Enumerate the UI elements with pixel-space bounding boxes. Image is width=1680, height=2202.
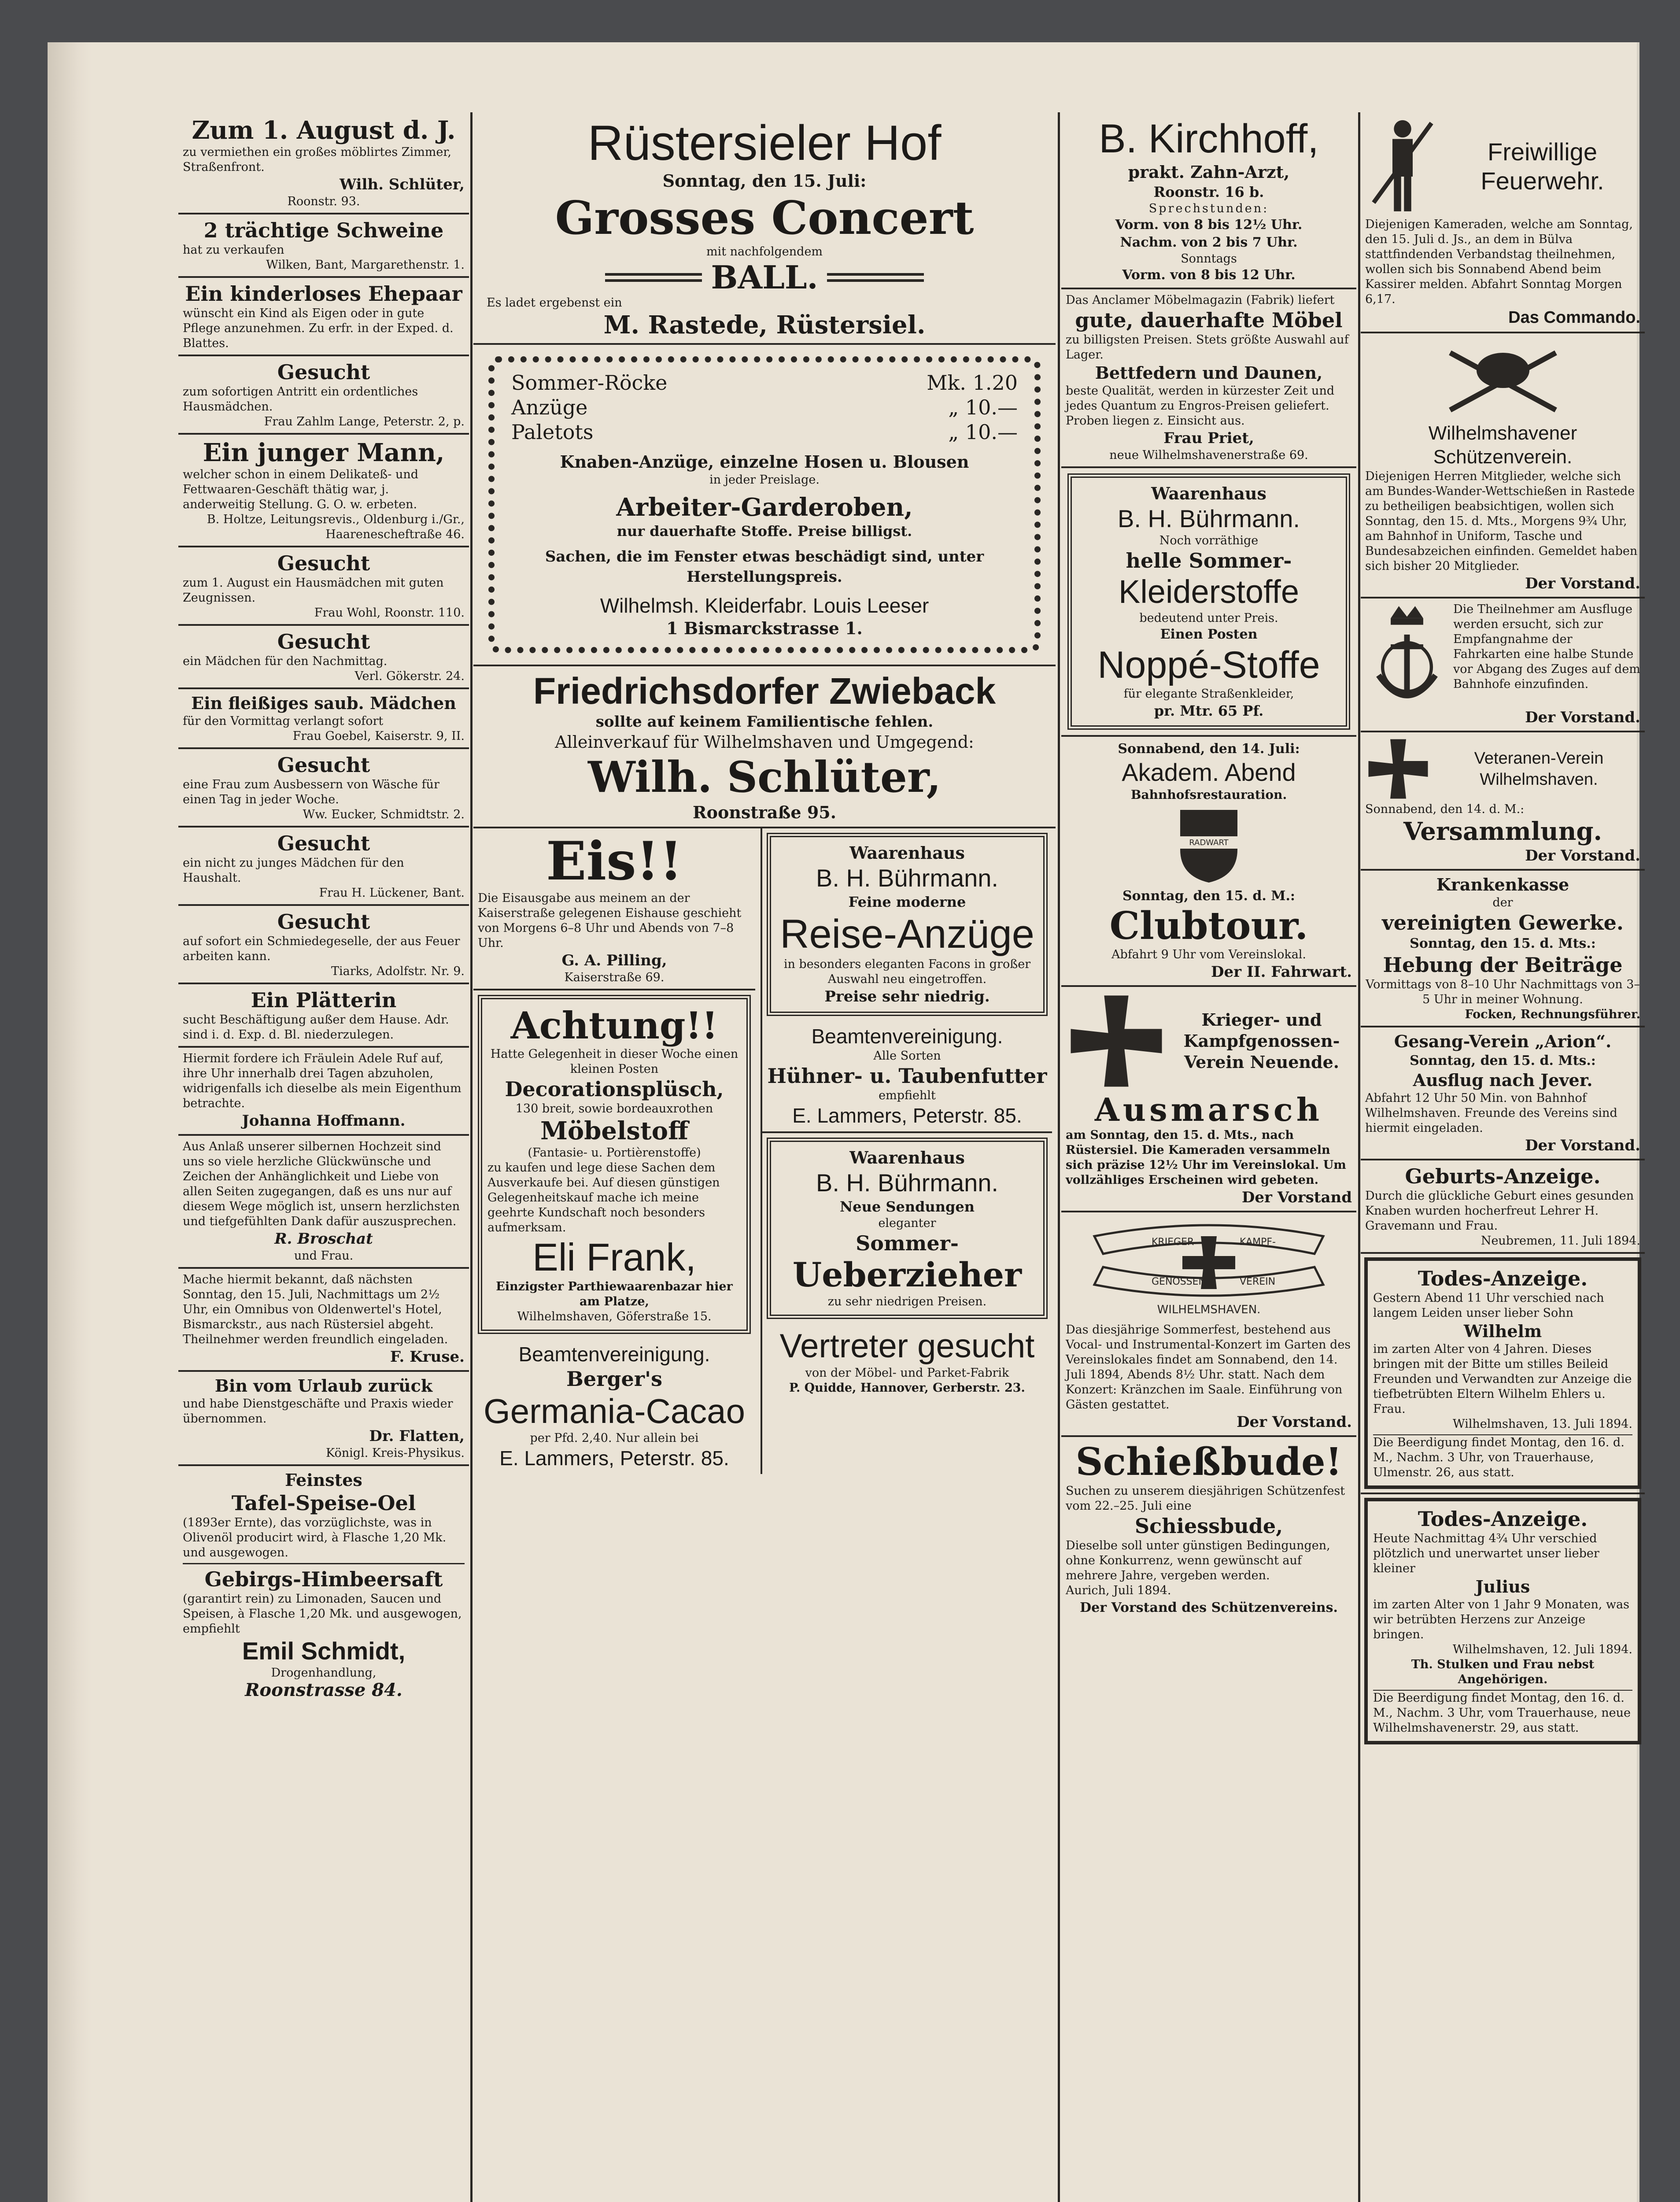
ad-signature: Das Commando. — [1508, 308, 1640, 327]
column-4 — [1361, 112, 1645, 2202]
ad-ruestersieler-hof — [473, 112, 1056, 345]
ad-wanted-maid — [178, 356, 469, 435]
ad-marineverein — [1361, 599, 1645, 732]
ad-line: Vorm. von 8 bis 12½ Uhr. — [1115, 217, 1303, 233]
ad-body: (1893er Ernte), das vorzüglichste, was in Olivenöl producirt wird, à Flasche 1,20 Mk. und ausgewogen. — [183, 1516, 447, 1559]
ad-line: 130 breit, sowie bordeauxrothen — [515, 1102, 713, 1116]
ad-signature: Frau Wohl, Roonstr. 110. — [314, 606, 465, 620]
ad-line: nur dauerhafte Stoffe. Preise billigst. — [617, 523, 912, 539]
ad-signature: Der Vorstand. — [1237, 1413, 1352, 1431]
column-1 — [178, 112, 469, 2202]
ad-signature: Der Vorstand. — [1525, 709, 1640, 726]
ad-line: Nachm. von 2 bis 7 Uhr. — [1120, 235, 1298, 250]
ad-signature: Der II. Fahrwart. — [1211, 963, 1352, 981]
ad-line: Sommer- — [856, 1231, 959, 1255]
ad-title: Schießbude! — [1075, 1440, 1342, 1484]
ad-line: Decorationsplüsch, — [505, 1077, 724, 1101]
ad-title: 2 trächtige Schweine — [203, 218, 444, 242]
ad-line: Hühner- u. Taubenfutter — [767, 1064, 1047, 1088]
ad-body: im zarten Alter von 1 Jahr 9 Monaten, was wir betrübten Herzens zur Anzeige bringen. — [1373, 1598, 1629, 1641]
ad-kirchhoff — [1061, 112, 1356, 289]
ad-address: Roonstraße 95. — [693, 802, 836, 822]
ad-wanted-washer — [178, 749, 469, 828]
ad-wanted-girl — [178, 626, 469, 689]
ad-room-rent — [178, 112, 469, 214]
ad-omnibus — [178, 1269, 469, 1372]
ad-title: Veteranen-Verein Wilhelmshaven. — [1474, 749, 1604, 789]
ad-signature: M. Rastede, Rüstersiel. — [603, 310, 926, 340]
price-row — [502, 395, 1026, 420]
ad-wanted-housemaid — [178, 547, 469, 626]
ribbon-text: KAMPF- — [1240, 1237, 1276, 1248]
ad-subtitle: mit nachfolgendem — [706, 245, 823, 259]
ad-line: Arbeiter-Garderoben, — [616, 493, 913, 522]
ad-title: Gesucht — [277, 360, 370, 384]
ribbon-text: GENOSSEN- — [1152, 1276, 1209, 1287]
ad-line: Abfahrt 9 Uhr vom Vereinslokal. — [1111, 948, 1307, 961]
ad-title: B. Kirchhoff, — [1099, 116, 1319, 161]
ad-sub: Bahnhofsrestauration. — [1130, 787, 1287, 802]
ad-line: Vorm. von 8 bis 12 Uhr. — [1122, 267, 1296, 283]
ad-address: neue Wilhelmshavenerstraße 69. — [1109, 448, 1308, 462]
ad-invite: Es ladet ergebenst ein — [487, 296, 622, 310]
ad-louis-leeser — [473, 345, 1056, 666]
ad-line: (Fantasie- u. Portièrenstoffe) — [528, 1146, 701, 1160]
ad-signature: Der Vorstand. — [1525, 1137, 1640, 1154]
ad-body: ein Mädchen für den Nachmittag. — [183, 654, 388, 668]
ad-grid-right — [761, 828, 1052, 1474]
ad-title: Ein junger Mann, — [203, 438, 445, 467]
ad-grid-left — [473, 828, 755, 1474]
ad-line: Noppé-Stoffe — [1097, 644, 1320, 686]
ad-signature: Focken, Rechnungsführer. — [1465, 1008, 1640, 1021]
ad-line: Roonstr. 16 b. — [1153, 184, 1264, 200]
price-item: Paletots — [511, 420, 594, 444]
ad-title: Rüstersieler Hof — [587, 115, 942, 170]
ad-signature: Der Vorstand. — [1525, 847, 1640, 865]
ad-signature: G. A. Pilling, — [561, 952, 667, 969]
ad-signature: F. Kruse. — [390, 1348, 465, 1366]
ad-kampfgenossen — [1061, 1212, 1356, 1437]
ad-eis — [473, 828, 755, 990]
ad-body: hat zu verkaufen — [183, 243, 284, 257]
club-shield-icon — [1176, 805, 1242, 885]
ad-signature: P. Quidde, Hannover, Gerberstr. 23. — [789, 1381, 1025, 1395]
ad-line: Möbelstoff — [540, 1116, 689, 1145]
ad-title: Schiessbude, — [1134, 1514, 1283, 1538]
ad-body: Abfahrt 12 Uhr 50 Min. von Bahnhof Wilhelmshaven. Freunde des Vereins sind hiermit eingeladen. — [1365, 1091, 1617, 1135]
ad-body: eine Frau zum Ausbessern von Wäsche für einen Tag in jeder Woche. — [183, 778, 439, 806]
ad-line: Berger's — [566, 1367, 663, 1391]
ad-signature: Frau Goebel, Kaiserstr. 9, II. — [292, 729, 465, 743]
ad-title: Ein kinderloses Ehepaar — [185, 282, 462, 306]
ad-title: Versammlung. — [1403, 817, 1602, 846]
ad-date: Neubremen, 11. Juli 1894. — [1481, 1234, 1640, 1248]
ad-geburt — [1361, 1160, 1645, 1254]
ad-signature: Johanna Hoffmann. — [242, 1112, 406, 1130]
ad-schmidt-drogerie — [178, 1466, 469, 1703]
ad-diligent-girl — [178, 689, 469, 749]
ad-schiessbude — [1061, 1437, 1356, 1621]
ad-title: Wilhelmshavener Schützenverein. — [1428, 422, 1577, 468]
ad-title: Waarenhaus — [1151, 484, 1266, 503]
ad-body: Die Theilnehmer am Ausfluge werden ersucht, sich zur Empfangnahme der Fahrkarten eine halbe Stunde vor Abgang des Zuges auf dem Bahnhofe einzufinden. — [1453, 602, 1640, 691]
ad-body: Mache hiermit bekannt, daß nächsten Sonntag, den 15. Juli, Nachmittags um 2½ Uhr, ein Omnibus von Oldenwertel's Hotel, Bismarckstr., aus nach Rüstersiel abgeht. Theilnehmer werden freundlich eingeladen. — [183, 1273, 448, 1346]
ad-name: Julius — [1475, 1577, 1530, 1596]
ad-body: (garantirt rein) zu Limonaden, Saucen und Speisen, à Flasche 1,20 Mk. und ausgewogen, empfiehlt — [183, 1592, 462, 1636]
ad-date: Sonnabend, den 14. d. M.: — [1365, 802, 1525, 816]
ad-title: Ein fleißiges saub. Mädchen — [191, 693, 456, 713]
ad-title: Bin vom Urlaub zurück — [214, 1376, 433, 1396]
ad-eli-frank — [478, 995, 751, 1334]
ad-title: Waarenhaus — [849, 1148, 965, 1168]
ad-body: zum sofortigen Antritt ein ordentliches Hausmädchen. — [183, 385, 418, 414]
ad-kriegerverein — [1061, 987, 1356, 1212]
ad-todes-2 — [1361, 1494, 1645, 1748]
ad-line: pr. Mtr. 65 Pf. — [1154, 702, 1264, 719]
ad-signature-sub: Drogenhandlung, — [271, 1666, 377, 1680]
price-value: „ 10.— — [948, 395, 1018, 419]
ad-title: Ausmarsch — [1094, 1091, 1323, 1128]
ad-signature-sub: und Frau. — [294, 1249, 354, 1263]
column-rule — [1358, 112, 1360, 2202]
ad-body: ein nicht zu junges Mädchen für den Haushalt. — [183, 856, 404, 885]
ad-title: Hebung der Beiträge — [1383, 953, 1623, 977]
ad-line: Germania-Cacao — [484, 1392, 745, 1430]
ad-signature: Der Vorstand. — [1525, 575, 1640, 592]
ad-body: im zarten Alter von 4 Jahren. Dieses bringen mit der Bitte um stilles Beileid Freunden und Verwandten zur Anzeige die tiefbetrübten Eltern Wilhelm Ehlers u. Frau. — [1373, 1342, 1632, 1416]
ad-signature: Der Vorstand — [1241, 1189, 1352, 1206]
ad-name: Wilhelm — [1463, 1321, 1542, 1341]
ad-line: für elegante Straßenkleider, — [1123, 687, 1294, 701]
ad-signature: Ww. Eucker, Schmidtstr. 2. — [303, 808, 465, 821]
column-3 — [1061, 112, 1356, 2202]
ad-body: sucht Beschäftigung außer dem Hause. Adr. sind i. d. Exp. d. Bl. niederzulegen. — [183, 1013, 449, 1042]
ad-address: 1 Bismarckstrasse 1. — [666, 618, 863, 638]
ad-date: Aurich, Juli 1894. — [1066, 1584, 1171, 1597]
ad-signature: Wilken, Bant, Margarethenstr. 1. — [266, 258, 465, 272]
ad-date: Sonntag, den 15. d. M.: — [1122, 888, 1295, 904]
ad-body: Durch die glückliche Geburt eines gesunden Knaben wurden hocherfreut Lehrer H. Gravemann und Frau. — [1365, 1189, 1634, 1233]
ad-signature: Der Vorstand des Schützenvereins. — [1080, 1600, 1338, 1615]
ad-body: zu billigsten Preisen. Stets größte Auswahl auf Lager. — [1066, 333, 1349, 362]
ad-signature: Frau Priet, — [1163, 429, 1254, 447]
ad-title: Vertreter gesucht — [779, 1327, 1035, 1365]
ad-line: Preise sehr niedrig. — [824, 988, 990, 1005]
ad-body: welcher schon in einem Delikateß- und Fettwaaren-Geschäft thätig war, j. anderweitig Stellung. G. O. w. erbeten. — [183, 468, 419, 511]
ad-body: Hiermit fordere ich Fräulein Adele Ruf auf, ihre Uhr innerhalb drei Tagen abzuholen, widrigenfalls ich dieselbe als mein Eigenthum betrachte. — [183, 1052, 462, 1110]
ad-date: Sonntag, den 15. Juli: — [662, 171, 867, 191]
ad-line: Alleinverkauf für Wilhelmshaven und Umgegend: — [555, 732, 974, 752]
ad-body: Gestern Abend 11 Uhr verschied nach langem Leiden unser lieber Sohn — [1373, 1291, 1604, 1320]
ad-title: Beamtenvereinigung. — [518, 1343, 710, 1366]
ad-vertreter — [762, 1323, 1052, 1399]
ad-title: Geburts-Anzeige. — [1405, 1164, 1601, 1188]
ad-body: beste Qualität, werden in kürzester Zeit und jedes Quantum zu Engros-Preisen geliefert. Proben liegen z. Einsicht aus. — [1066, 384, 1335, 428]
binding-shadow — [48, 42, 92, 2202]
iron-cross-icon — [1365, 736, 1431, 802]
ad-signature: Wilh. Schlüter, — [339, 176, 465, 193]
ad-couple — [178, 278, 469, 356]
ad-signature-sub: Königl. Kreis-Physikus. — [326, 1446, 465, 1460]
ad-signature: Dr. Flatten, — [369, 1427, 465, 1445]
ad-line: prakt. Zahn-Arzt, — [1128, 162, 1290, 182]
ad-line: helle Sommer- — [1126, 549, 1292, 573]
ad-signature: Eli Frank, — [532, 1235, 696, 1279]
price-item: Sommer-Röcke — [511, 371, 668, 395]
ad-arion — [1361, 1027, 1645, 1160]
ribbon-text: VEREIN — [1240, 1276, 1276, 1287]
ad-futter — [762, 1020, 1052, 1133]
ad-title: Ein Plätterin — [251, 988, 397, 1012]
fireman-icon — [1365, 116, 1440, 217]
ad-name: B. H. Bührmann. — [816, 864, 998, 892]
ad-title: Bettfedern und Daunen, — [1095, 363, 1323, 383]
ad-wanted-household-girl — [178, 828, 469, 906]
price-row — [502, 370, 1026, 395]
ad-body: Dieselbe soll unter günstigen Bedingungen, ohne Konkurrenz, wenn gewünscht auf mehrere Jahre, vergeben werden. — [1066, 1539, 1330, 1582]
ad-body: zum 1. August ein Hausmädchen mit guten Zeugnissen. — [183, 576, 444, 605]
ad-title: Clubtour. — [1109, 904, 1308, 948]
ad-feuerwehr — [1361, 112, 1645, 333]
ad-prlet — [1061, 289, 1356, 468]
ad-doctor-return — [178, 1372, 469, 1466]
ad-address: Roonstrasse 84. — [245, 1680, 402, 1700]
ad-silver-wedding — [178, 1136, 469, 1269]
ad-krankenkasse — [1361, 871, 1645, 1027]
ad-date: Sonnabend, den 14. Juli: — [1118, 741, 1300, 757]
ad-title: Gebirgs-Himbeersaft — [204, 1567, 443, 1591]
ad-body: Diejenigen Kameraden, welche am Sonntag, den 15. Juli d. Js., an dem in Bülva stattfindenden Verbandstag theilnehmen, wollen sich bis Sonnabend Abend beim Kassirer melden. Abfahrt Sonntag Morgen 6,17. — [1365, 218, 1633, 306]
ad-signature: R. Broschat — [274, 1230, 373, 1248]
ad-body: Heute Nachmittag 4¾ Uhr verschied plötzlich und unerwartet unser lieber kleiner — [1373, 1532, 1599, 1575]
ad-title: vereinigten Gewerke. — [1382, 911, 1624, 935]
ad-schuetzenverein — [1361, 333, 1645, 599]
ad-line: Sprechstunden: — [1148, 202, 1269, 215]
ad-line: zu sehr niedrigen Preisen. — [827, 1295, 987, 1308]
price-row — [502, 420, 1026, 444]
ad-title: Freiwillige Feuerwehr. — [1481, 138, 1604, 195]
ad-box — [1067, 473, 1350, 730]
ad-line: in besonders eleganten Facons in großer Auswahl neu eingetroffen. — [783, 957, 1031, 986]
ad-body: Das diesjährige Sommerfest, bestehend aus Vocal- und Instrumental-Konzert im Garten des Vereinslokales findet am Sonnabend, den 14. Juli 1894, Abends 8½ Uhr. statt. Nach dem Konzert: Kränzchen im Saale. Einführung von Gästen gestattet. — [1066, 1323, 1351, 1411]
ad-body: Die Eisausgabe aus meinem an der Kaiserstraße gelegenen Eishause geschieht von Morgens 6–8 Uhr und Abends von 7–8 Uhr. — [478, 891, 742, 950]
ad-title: Todes-Anzeige. — [1418, 1507, 1588, 1531]
ad-signature: Verl. Gökerstr. 24. — [354, 669, 465, 683]
ad-wanted-smith — [178, 906, 469, 984]
ad-address: Wilhelmshaven, Göferstraße 15. — [517, 1310, 712, 1323]
ad-title: Gesucht — [277, 831, 370, 855]
ad-signature: Frau Zahlm Lange, Peterstr. 2, p. — [264, 415, 465, 429]
column-rule — [470, 112, 473, 2202]
anchor-crown-icon — [1365, 602, 1449, 708]
ad-body: Diejenigen Herren Mitglieder, welche sich am Bundes-Wander-Wettschießen in Rastede zu betheiligen beabsichtigen, wollen sich Sonntag, den 15. d. Mts., Morgens 9¾ Uhr, am Bahnhof in Uniform, Tasche und Bundesabzeichen einfinden. Gemeldet haben sich bisher 20 Mitglieder. — [1365, 469, 1638, 573]
ad-body: auf sofort ein Schmiedegeselle, der aus Feuer arbeiten kann. — [183, 935, 460, 963]
column-2 — [473, 112, 1056, 2202]
ad-line: Neue Sendungen — [839, 1198, 975, 1215]
ad-body: am Sonntag, den 15. d. Mts., nach Rüstersiel. Die Kameraden versammeln sich präzise 12½ Uhr im Vereinslokal. Um vollzähliges Erscheinen wird gebeten. — [1066, 1128, 1346, 1187]
ad-title: Akadem. Abend — [1122, 758, 1296, 786]
ad-zwieback — [473, 666, 1056, 828]
ad-title: Zum 1. August d. J. — [192, 116, 456, 145]
ad-body: Suchen zu unserem diesjährigen Schützenfest vom 22.–25. Juli eine — [1066, 1484, 1345, 1513]
ad-signature: B. Holtze, Leitungsrevis., Oldenburg i./Gr., Haarenescheftraße 46. — [207, 513, 465, 541]
ad-line: in jeder Preislage. — [709, 473, 820, 487]
ad-buehrmann-ueberzieher — [767, 1138, 1048, 1319]
ad-title: Todes-Anzeige. — [1418, 1267, 1588, 1290]
ad-concert: Grosses Concert — [555, 191, 974, 245]
ad-title: Gesucht — [277, 630, 370, 654]
ad-line: Sachen, die im Fenster etwas beschädigt sind, unter Herstellungspreis. — [545, 548, 984, 586]
chain-border — [488, 356, 1041, 653]
iron-cross-icon — [1066, 990, 1167, 1092]
ad-line: Alle Sorten — [873, 1049, 941, 1063]
ribbon-text: KRIEGER- — [1152, 1237, 1197, 1248]
ad-body: Vormittags von 8–10 Uhr Nachmittags von 3–5 Uhr in meiner Wohnung. — [1366, 978, 1640, 1006]
ad-signature: Wilh. Schlüter, — [588, 752, 941, 802]
ad-body: wünscht ein Kind als Eigen oder in gute Pflege anzunehmen. Zu erfr. in der Exped. d. Blattes. — [183, 307, 454, 350]
ad-address: Kaiserstraße 69. — [564, 971, 665, 984]
ad-title: Gesucht — [277, 551, 370, 575]
ad-line: Sonntags — [1181, 252, 1237, 266]
price-value: Mk. 1.20 — [927, 371, 1018, 395]
ad-name: B. H. Bührmann. — [816, 1169, 998, 1197]
ad-line: empfiehlt — [879, 1089, 936, 1102]
ad-ball: BALL. — [711, 259, 818, 296]
ad-buehrmann-reise — [767, 833, 1048, 1016]
ad-todes-1 — [1361, 1254, 1645, 1494]
ad-date: Wilhelmshaven, 13. Juli 1894. — [1452, 1417, 1632, 1431]
ad-body: Die Beerdigung findet Montag, den 16. d. M., Nachm. 3 Uhr, vom Trauerhause, neue Wilhelmshavenerstr. 29, aus statt. — [1373, 1690, 1632, 1736]
ad-line: Ueberzieher — [792, 1255, 1022, 1294]
ad-date: Sonntag, den 15. d. Mts.: — [1410, 1053, 1596, 1068]
ad-top: Feinstes — [285, 1470, 362, 1490]
ad-body: Die Beerdigung findet Montag, den 16. d. M., Nachm. 3 Uhr, von Trauerhause, Ulmenstr. 26, aus statt. — [1373, 1434, 1632, 1480]
ad-young-man — [178, 435, 469, 547]
ad-line: Reise-Anzüge — [780, 912, 1034, 957]
ad-date: Wilhelmshaven, 12. Juli 1894. — [1452, 1643, 1632, 1656]
ad-pigs — [178, 214, 469, 278]
ad-box — [1364, 1257, 1641, 1489]
ad-line: Einzigster Parthiewaarenbazar hier am Platze, — [496, 1280, 733, 1308]
ad-title: Gesucht — [277, 753, 370, 777]
crossed-rifles-icon — [1437, 340, 1569, 419]
ad-body: Das Anclamer Möbelmagazin (Fabrik) liefert — [1066, 293, 1335, 307]
ad-signature: E. Lammers, Peterstr. 85. — [499, 1447, 729, 1470]
ribbon-city: WILHELMSHAVEN. — [1157, 1303, 1261, 1316]
ad-signature: Emil Schmidt, — [242, 1637, 406, 1665]
ad-title: Krankenkasse — [1436, 875, 1569, 894]
ad-germania-cacao — [473, 1338, 755, 1474]
ad-line: per Pfd. 2,40. Nur allein bei — [530, 1431, 699, 1445]
ad-title: Achtung!! — [510, 1004, 718, 1047]
ad-radfahrer — [1061, 737, 1356, 987]
ad-line: Einen Posten — [1160, 627, 1258, 642]
ad-watch-notice — [178, 1048, 469, 1136]
ad-line: Knaben-Anzüge, einzelne Hosen u. Blousen — [560, 452, 969, 472]
price-value: „ 10.— — [948, 420, 1018, 444]
ad-body: zu vermiethen ein großes möblirtes Zimmer, Straßenfront. — [183, 145, 451, 174]
badge-text: RADWART — [1189, 838, 1229, 847]
ad-line: Kleiderstoffe — [1119, 573, 1299, 610]
ad-box — [1364, 1498, 1641, 1744]
ad-signature: Th. Stulken und Frau nebst Angehörigen. — [1411, 1658, 1595, 1686]
ad-title: Gesucht — [277, 910, 370, 934]
ad-title: Waarenhaus — [849, 843, 965, 863]
ad-address: Roonstr. 93. — [287, 195, 360, 208]
ad-line: Hatte Gelegenheit in dieser Woche einen kleinen Posten — [490, 1047, 738, 1076]
column-rule — [1058, 112, 1060, 2202]
ad-signature: Frau H. Lückener, Bant. — [319, 886, 465, 900]
ad-buehrmann-kleider — [1061, 468, 1356, 737]
ad-title: Gesang-Verein „Arion“. — [1394, 1031, 1612, 1051]
ad-veteranen — [1361, 732, 1645, 871]
ad-date: Sonntag, den 15. d. Mts.: — [1410, 936, 1596, 951]
ad-grid — [473, 828, 1056, 1474]
ad-body: und habe Dienstgeschäfte und Praxis wieder übernommen. — [183, 1397, 453, 1426]
price-item: Anzüge — [511, 395, 588, 419]
ad-title: Eis!! — [546, 830, 683, 892]
ad-body: Aus Anlaß unserer silbernen Hochzeit sind uns so viele herzliche Glückwünsche und Zeichen der Anhänglichkeit und Liebe von allen Seiten zugegangen, daß es uns nur auf diesem Wege möglich ist, unsern herzlichsten und tiefgefühlten Dank dafür auszusprechen. — [183, 1140, 460, 1228]
ad-line: der — [1492, 896, 1513, 909]
ad-line: eleganter — [878, 1216, 936, 1230]
ad-signature: Tiarks, Adolfstr. Nr. 9. — [331, 964, 465, 978]
ad-signature: E. Lammers, Peterstr. 85. — [792, 1104, 1022, 1127]
ad-title: Tafel-Speise-Oel — [231, 1491, 416, 1515]
ad-signature: Wilhelmsh. Kleiderfabr. Louis Leeser — [600, 594, 929, 617]
ad-line: Noch vorräthige — [1159, 534, 1259, 547]
veterans-ribbon-emblem — [1086, 1219, 1332, 1320]
ad-title: gute, dauerhafte Möbel — [1075, 308, 1343, 332]
ad-line: Feine moderne — [848, 894, 966, 910]
ad-title: Friedrichsdorfer Zwieback — [533, 670, 996, 712]
ad-body: für den Vormittag verlangt sofort — [183, 714, 384, 728]
ad-title: Ausflug nach Jever. — [1413, 1070, 1593, 1090]
ad-line: bedeutend unter Preis. — [1139, 611, 1278, 625]
ad-ironer — [178, 984, 469, 1048]
ad-body: von der Möbel- und Parket-Fabrik — [805, 1366, 1009, 1380]
ad-title: Beamtenvereinigung. — [811, 1025, 1003, 1048]
ad-line: zu kaufen und lege diese Sachen dem Ausverkaufe bei. Auf diesen günstigen Gelegenheitskauf mache ich meine geehrte Kundschaft noch besonders aufmerksam. — [487, 1161, 720, 1234]
ad-line: sollte auf keinem Familientische fehlen. — [595, 713, 934, 731]
ad-name: B. H. Bührmann. — [1118, 505, 1300, 532]
ad-title: Krieger- und Kampfgenossen-Verein Neuende. — [1183, 1010, 1340, 1072]
